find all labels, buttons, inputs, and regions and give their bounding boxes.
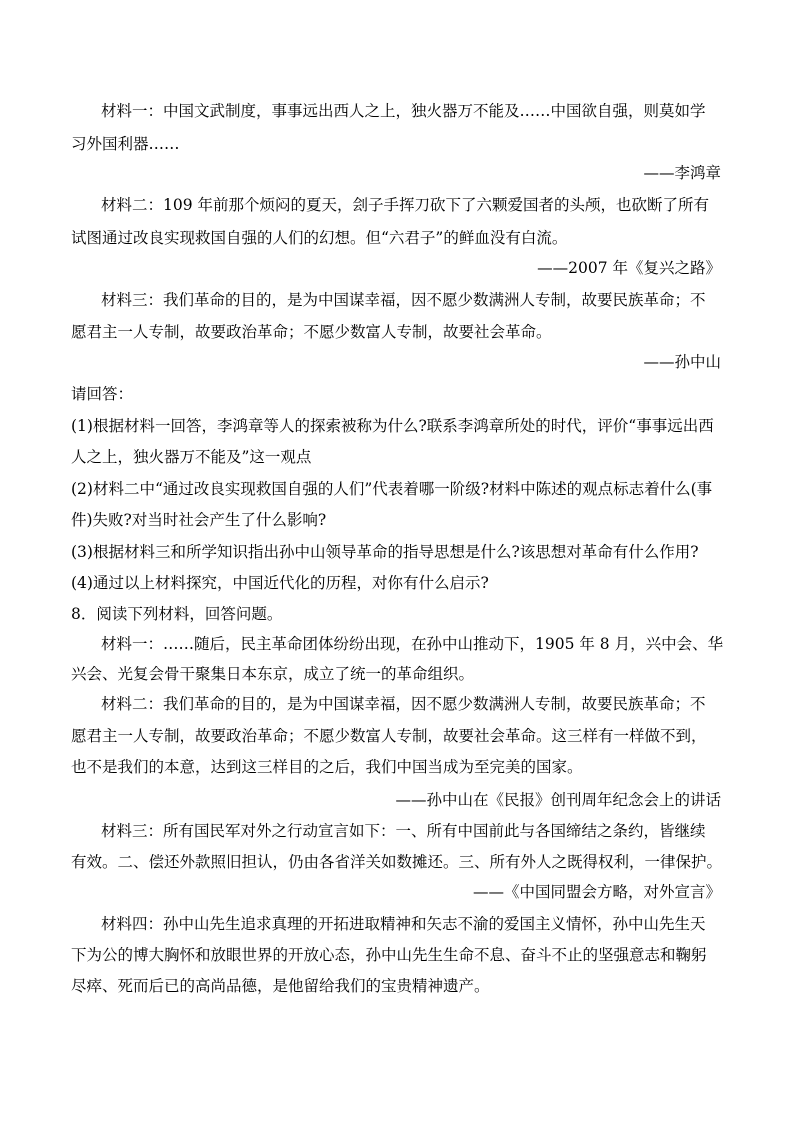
question-2-line-2: 件)失败?对当时社会产生了什么影响?: [71, 511, 327, 529]
q8-material-4-line-3: 尽瘁、死而后已的高尚品德，是他留给我们的宝贵精神遗产。: [71, 977, 490, 995]
q8-material-2-line-3: 也不是我们的本意，达到这三样目的之后，我们中国当成为至完美的国家。: [71, 758, 583, 776]
question-4: (4)通过以上材料探究，中国近代化的历程，对你有什么启示?: [71, 574, 489, 592]
question-1-line-2: 人之上，独火器万不能及”这一观点: [71, 448, 312, 466]
material-1-source: ——李鸿章: [643, 164, 721, 182]
question-8-heading: 8．阅读下列材料，回答问题。: [71, 605, 283, 623]
material-2-source: ——2007 年《复兴之路》: [537, 259, 721, 277]
q8-material-1-line-1: 材料一：……随后，民主革命团体纷纷出现，在孙中山推动下，1905 年 8 月，兴中会、华: [101, 635, 724, 653]
q8-material-3-source: ——《中国同盟会方略，对外宣言》: [472, 883, 721, 901]
question-3: (3)根据材料三和所学知识指出孙中山领导革命的指导思想是什么?该思想对革命有什么作用?: [71, 543, 699, 561]
material-1-line-2: 习外国利器……: [71, 135, 180, 153]
question-1-line-1: (1)根据材料一回答，李鸿章等人的探索被称为什么?联系李鸿章所处的时代，评价“事事远出西: [71, 417, 714, 435]
material-2-line-2: 试图通过改良实现救国自强的人们的幻想。但“六君子”的鲜血没有白流。: [71, 229, 568, 247]
q8-material-2-source: ——孙中山在《民报》创刊周年纪念会上的讲话: [395, 791, 721, 809]
material-3-line-1: 材料三：我们革命的目的，是为中国谋幸福，因不愿少数满洲人专制，故要民族革命；不: [101, 291, 706, 309]
material-2-line-1: 材料二：109 年前那个烦闷的夏天，刽子手挥刀砍下了六颗爱国者的头颅，也砍断了所有: [101, 196, 710, 214]
material-3-line-2: 愿君主一人专制，故要政治革命；不愿少数富人专制，故要社会革命。: [71, 323, 552, 341]
q8-material-4-line-2: 下为公的博大胸怀和放眼世界的开放心态，孙中山先生生命不息、奋斗不止的坚强意志和鞠躬: [71, 946, 707, 964]
q8-material-2-line-2: 愿君主一人专制，故要政治革命；不愿少数富人专制，故要社会革命。这三样有一样做不到，: [71, 727, 707, 745]
material-3-source: ——孙中山: [643, 353, 721, 371]
material-1-line-1: 材料一：中国文武制度，事事远出西人之上，独火器万不能及……中国欲自强，则莫如学: [101, 102, 706, 120]
q8-material-3-line-1: 材料三：所有国民军对外之行动宣言如下：一、所有中国前此与各国缔结之条约，皆继续: [101, 822, 706, 840]
q8-material-4-line-1: 材料四：孙中山先生追求真理的开拓进取精神和矢志不渝的爱国主义情怀，孙中山先生天: [101, 915, 706, 933]
q8-material-3-line-2: 有效。二、偿还外款照旧担认，仍由各省洋关如数摊还。三、所有外人之既得权利，一律保护。: [71, 853, 723, 871]
q8-material-1-line-2: 兴会、光复会骨干聚集日本东京，成立了统一的革命组织。: [71, 665, 475, 683]
answer-prompt: 请回答：: [71, 385, 134, 403]
question-2-line-1: (2)材料二中“通过改良实现救国自强的人们”代表着哪一阶级?材料中陈述的观点标志着什么(事: [71, 480, 713, 498]
q8-material-2-line-1: 材料二：我们革命的目的，是为中国谋幸福，因不愿少数满洲人专制，故要民族革命；不: [101, 695, 706, 713]
